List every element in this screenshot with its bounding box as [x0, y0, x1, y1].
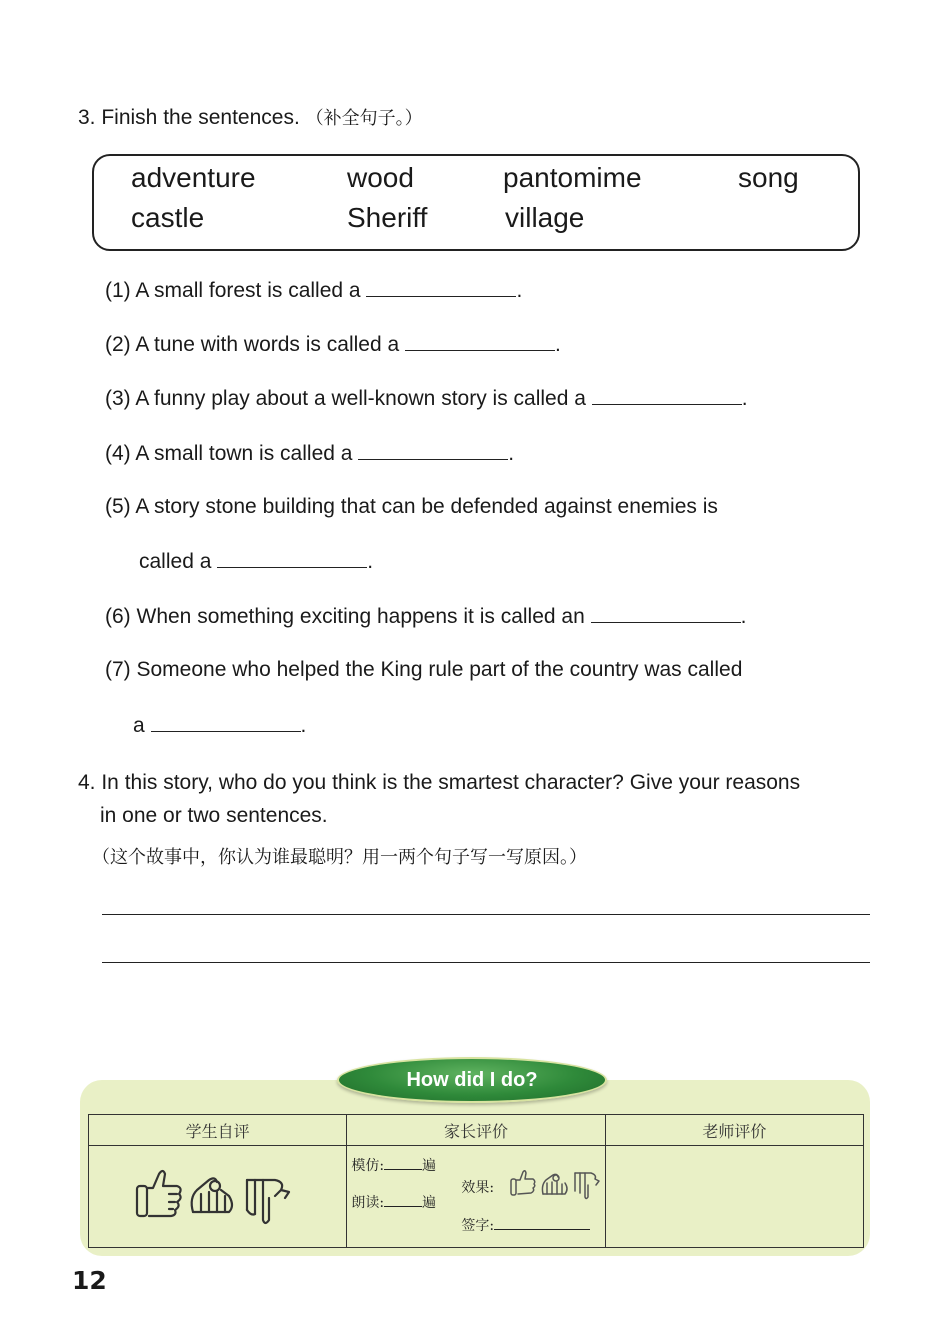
ok-hand-icon[interactable] [192, 1178, 232, 1212]
col-student-self-eval: 学生自评 [89, 1115, 347, 1146]
sentence-3-blank[interactable] [592, 386, 742, 405]
question-3-title-en: 3. Finish the sentences. [78, 106, 300, 129]
evaluation-table [88, 1114, 864, 1248]
sentence-4-blank[interactable] [358, 441, 508, 460]
parent-hand-ratings [509, 1167, 601, 1203]
sentence-5-text: called a [139, 550, 212, 573]
question-4-cn: （这个故事中，你认为谁最聪明？用一两个句子写一写原因。） [92, 847, 587, 868]
col-teacher-eval: 老师评价 [605, 1115, 863, 1146]
word-bank-wood: wood [347, 162, 414, 193]
word-bank-adventure: adventure [131, 162, 256, 193]
sentence-5-period: . [367, 550, 374, 573]
signature-blank[interactable] [494, 1217, 590, 1230]
sentence-5-blank[interactable] [217, 549, 367, 568]
effect-label: 效果: [461, 1179, 495, 1196]
sentence-4-text: (4) A small town is called a [105, 442, 353, 465]
how-did-i-do-heading: How did I do? [337, 1057, 607, 1103]
answer-line-1[interactable] [102, 914, 870, 915]
imitate-row [351, 1155, 436, 1175]
question-3-title-cn: （补全句子。） [305, 108, 423, 129]
sentence-1-blank[interactable] [366, 278, 516, 297]
thumbs-up-icon[interactable] [137, 1171, 181, 1216]
sentence-4-period: . [508, 442, 515, 465]
sentence-4 [105, 441, 514, 466]
sentence-5-line2 [139, 549, 373, 574]
sentence-5-line1: (5) A story stone building that can be defended against enemies is [105, 495, 718, 518]
read-aloud-row [351, 1192, 436, 1212]
word-bank-pantomime: pantomime [503, 162, 642, 193]
student-eval-cell [89, 1146, 347, 1248]
answer-line-2[interactable] [102, 962, 870, 963]
thumbs-up-small-icon[interactable] [511, 1170, 535, 1194]
imitate-label: 模仿: [351, 1157, 385, 1174]
word-bank-village: village [505, 202, 585, 233]
sentence-6-text: (6) When something exciting happens it is called an [105, 605, 585, 628]
sentence-3-text: (3) A funny play about a well-known story is called a [105, 387, 586, 410]
read-aloud-label: 朗读: [351, 1194, 385, 1211]
parent-eval-cell [347, 1146, 605, 1248]
sentence-6-blank[interactable] [591, 604, 741, 623]
thumbs-down-icon[interactable] [247, 1180, 289, 1223]
sentence-1-text: (1) A small forest is called a [105, 279, 361, 302]
sentence-2-period: . [555, 333, 561, 356]
sentence-1-period: . [516, 279, 523, 302]
read-aloud-times: 遍 [422, 1194, 437, 1211]
sentence-1 [105, 278, 522, 303]
word-bank-sheriff: Sheriff [347, 202, 428, 233]
sentence-6 [105, 604, 746, 629]
imitate-blank[interactable] [384, 1157, 422, 1170]
signature-label: 签字: [461, 1217, 495, 1234]
thumbs-down-small-icon[interactable] [575, 1173, 599, 1199]
teacher-eval-cell[interactable] [605, 1146, 863, 1248]
sentence-7-line1: (7) Someone who helped the King rule part of the country was called [105, 658, 743, 681]
sentence-3-period: . [741, 387, 748, 410]
sentence-7-text: a [133, 714, 145, 737]
sentence-7-line2 [133, 713, 306, 738]
imitate-times: 遍 [422, 1157, 437, 1174]
signature-row [461, 1215, 590, 1235]
question-3-title [78, 104, 423, 130]
student-hand-ratings [89, 1146, 345, 1242]
sentence-6-period: . [740, 605, 747, 628]
sentence-2 [105, 332, 561, 357]
sentence-2-text: (2) A tune with words is called a [105, 333, 400, 356]
page-number: 12 [72, 1266, 107, 1295]
sentence-7-period: . [300, 714, 307, 737]
word-bank-castle: castle [131, 202, 205, 233]
sentence-3 [105, 386, 748, 411]
word-bank-song: song [738, 162, 799, 193]
question-4-line2: in one or two sentences. [100, 804, 328, 827]
sentence-7-blank[interactable] [151, 713, 301, 732]
ok-hand-small-icon[interactable] [543, 1174, 568, 1194]
read-aloud-blank[interactable] [384, 1194, 422, 1207]
question-4-line1: 4. In this story, who do you think is the smartest character? Give your reasons [78, 771, 801, 794]
col-parent-eval: 家长评价 [347, 1115, 605, 1146]
sentence-2-blank[interactable] [405, 332, 555, 351]
